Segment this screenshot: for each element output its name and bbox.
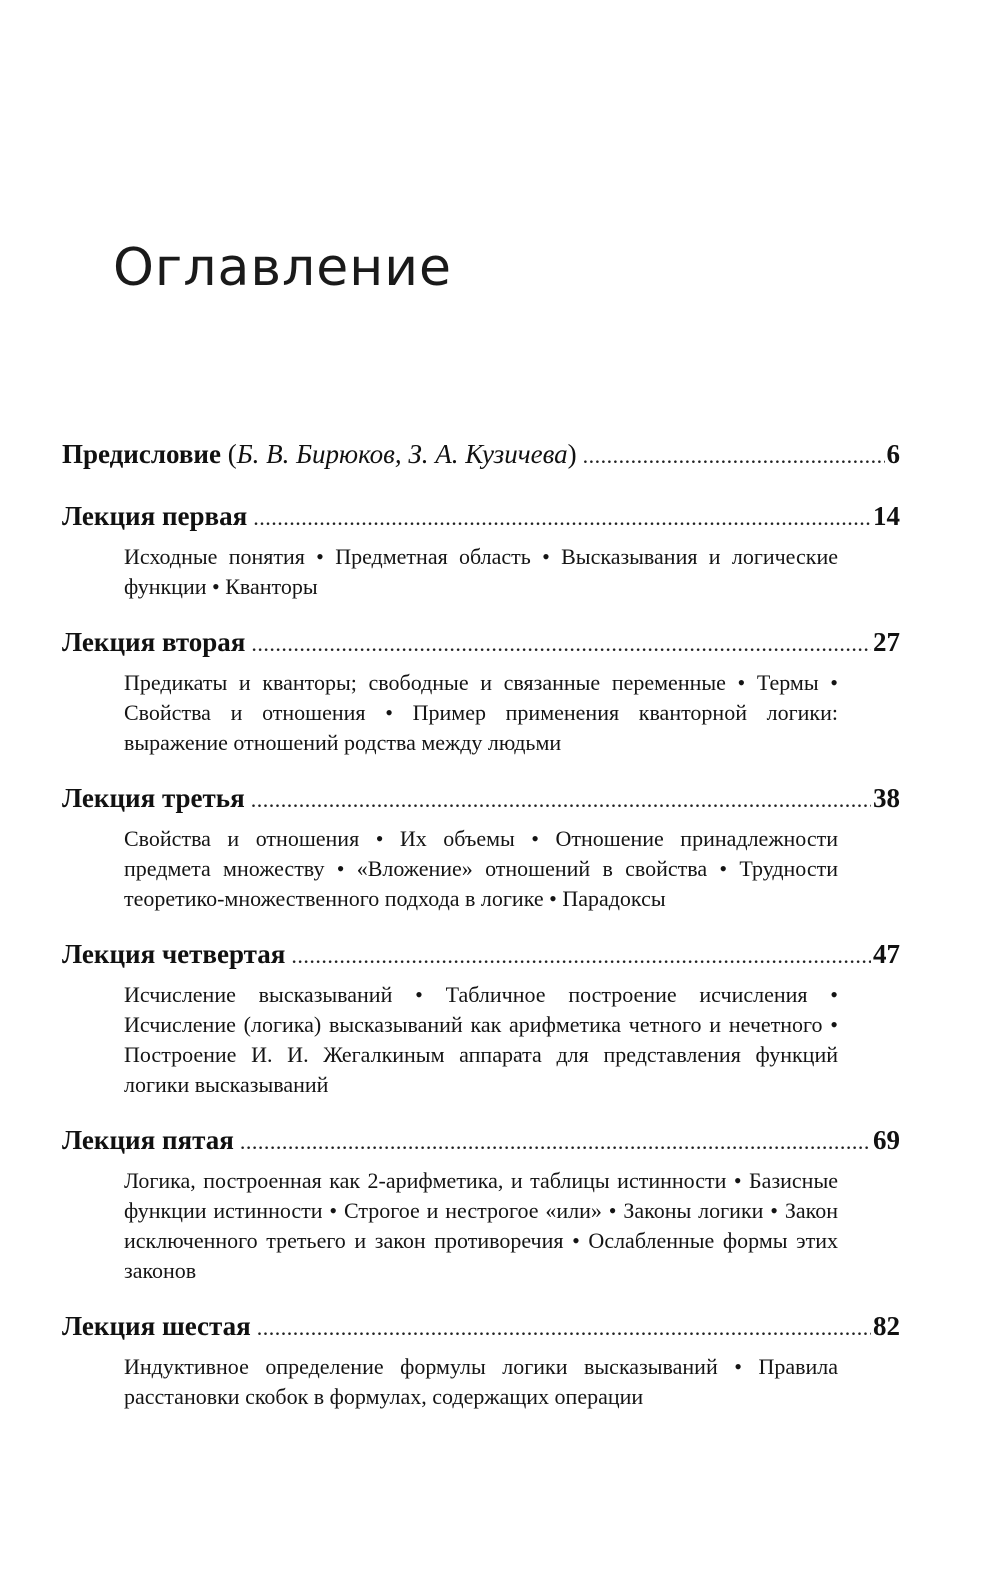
toc-page-number: 82 (873, 1311, 900, 1341)
dot-leader (291, 936, 871, 976)
paren-close: ) (567, 439, 577, 469)
toc-entry-lecture-5 (62, 1120, 900, 1286)
preface-authors: Б. В. Бирюков, З. А. Кузичева (236, 439, 568, 469)
dot-leader (240, 1122, 871, 1162)
toc-page-number: 47 (873, 939, 900, 969)
toc-entry-lecture-2 (62, 622, 900, 758)
toc-entry-title (62, 434, 577, 474)
toc-entry-title: Лекция четвертая (62, 939, 286, 969)
toc-entry-line (62, 934, 900, 976)
toc-entry-title: Лекция вторая (62, 627, 246, 657)
toc-entry-description: Свойства и отношения • Их объемы • Отношение принадлежности предмета множеству • «Вложение» отношений в свойства • Трудности теоретико-множественного подхода в логике • Парадоксы (124, 826, 838, 911)
dot-leader (253, 498, 871, 538)
table-of-contents (62, 434, 900, 1412)
page-title: Оглавление (113, 238, 453, 298)
toc-entry-description: Индуктивное определение формулы логики высказываний • Правила расстановки скобок в формулах, содержащих операции (124, 1354, 838, 1409)
toc-page-number: 69 (873, 1125, 900, 1155)
dot-leader (257, 1308, 871, 1348)
toc-entry-lecture-4 (62, 934, 900, 1100)
toc-entry-preface (62, 434, 900, 476)
toc-entry-lecture-3 (62, 778, 900, 914)
toc-entry-description: Исчисление высказываний • Табличное построение исчисления • Исчисление (логика) высказываний как арифметика четного и нечетного • Построение И. И. Жегалкиным аппарата для представления функций логики высказываний (124, 982, 838, 1097)
toc-entry-line (62, 434, 900, 476)
toc-entry-description: Исходные понятия • Предметная область • Высказывания и логические функции • Кванторы (124, 544, 838, 599)
toc-entry-line (62, 622, 900, 664)
toc-entry-description: Предикаты и кванторы; свободные и связанные переменные • Термы • Свойства и отношения • Пример применения кванторной логики: выражение отношений родства между людьми (124, 670, 838, 755)
preface-title: Предисловие (62, 439, 221, 469)
toc-entry-title: Лекция пятая (62, 1125, 234, 1155)
toc-page-number: 14 (873, 501, 900, 531)
toc-page-number: 27 (873, 627, 900, 657)
toc-entry-lecture-1 (62, 496, 900, 602)
toc-entry-line (62, 1306, 900, 1348)
toc-entry-lecture-6 (62, 1306, 900, 1412)
toc-entry-title: Лекция первая (62, 501, 248, 531)
toc-entry-line (62, 778, 900, 820)
toc-page-number: 6 (886, 439, 900, 469)
dot-leader (583, 436, 885, 476)
toc-entry-line (62, 496, 900, 538)
dot-leader (251, 780, 871, 820)
toc-entry-title: Лекция шестая (62, 1311, 251, 1341)
dot-leader (251, 624, 871, 664)
paren-open: ( (227, 439, 237, 469)
toc-page-number: 38 (873, 783, 900, 813)
toc-entry-line (62, 1120, 900, 1162)
toc-entry-description: Логика, построенная как 2-арифметика, и таблицы истинности • Базисные функции истинности • Строгое и нестрогое «или» • Законы логики • Закон исключенного третьего и закон противоречия • Ослабленные формы этих законов (124, 1168, 838, 1283)
toc-entry-title: Лекция третья (62, 783, 245, 813)
